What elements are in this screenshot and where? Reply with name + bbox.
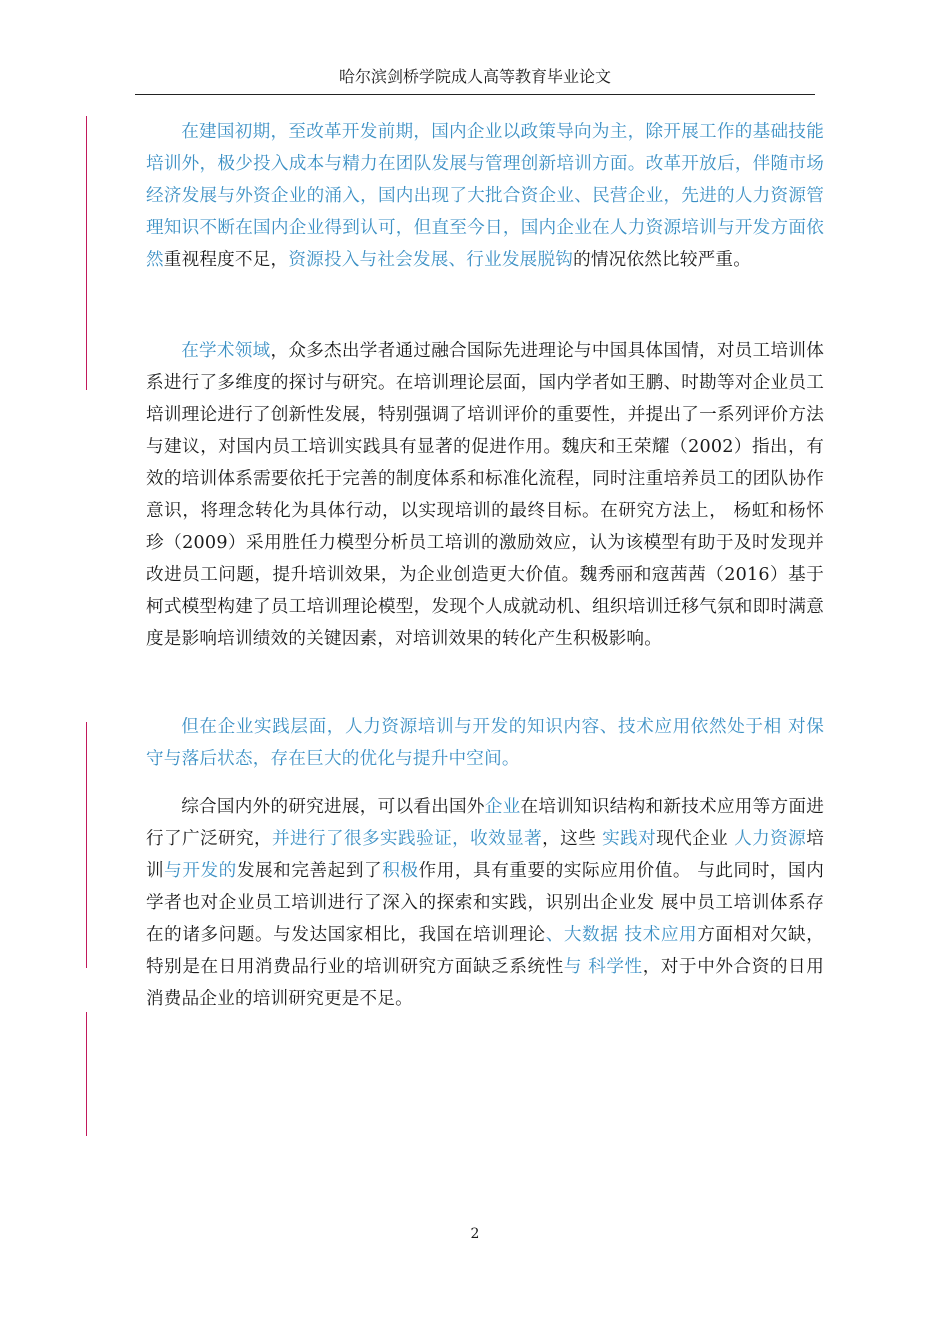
body-paragraph	[146, 335, 824, 655]
text-segment: 作用，具有重要的实际应用价值。 与此同时，国内学者也对企业员工培训进行了深入的探索和实践，识别出企业发 展中员工培训体系存在的诸多问题。与发达国家相比，我国在培训理论	[146, 861, 824, 945]
body-paragraph	[146, 116, 824, 276]
text-segment: 在培训知识结构和新技术应用等方面进行了广泛研究，	[146, 797, 824, 849]
revision-margin-bar	[86, 722, 87, 968]
revised-text-segment: 企业	[484, 797, 521, 817]
body-paragraph	[146, 791, 824, 1015]
revised-text-segment: 并进行了很多实践验证，收效显著	[272, 829, 543, 849]
text-segment: 综合国内外的研究进展，可以看出国外	[181, 797, 485, 817]
revised-text-segment: 与 科学性	[563, 957, 643, 977]
text-segment: 的情况依然比较严重。	[573, 250, 752, 270]
revised-text-segment: 但在企业实践层面，人力资源培训与开发的知识内容、技术应用依然处于相 对保守与落后状态，存在巨大的优化与提升中空间。	[146, 717, 824, 769]
page-header-title: 哈尔滨剑桥学院成人高等教育毕业论文	[338, 67, 611, 86]
revised-text-segment: 与开发的	[164, 861, 237, 881]
revised-text-segment: 实践对	[602, 829, 657, 849]
revised-text-segment: 、大数据 技术应用	[545, 925, 698, 945]
revised-text-segment: 在建国初期，至改革开发前期，国内企业以政策导向为主，除开展工作的基础技能培训外，极少投入成本与精力在团队发展与管理创新培训方面。改革开放后，伴随市场经济发展与外资企业的涌入，国内出现了大批合资企业、民营企业，先进的人力资源管理知识不断在国内企业得到认可，但直至今日，国内企业在人力资源培训与开发方面依然	[146, 122, 824, 270]
revision-margin-bar	[86, 1012, 87, 1136]
text-segment: 重视程度不足，	[163, 250, 289, 270]
text-segment: 现代企业	[656, 829, 735, 849]
revised-text-segment: 人力资源	[734, 829, 807, 849]
text-segment: 培训	[146, 829, 824, 881]
revised-text-segment: 在学术领域	[181, 341, 271, 361]
page-number: 2	[470, 1226, 480, 1242]
text-segment: ，这些	[542, 829, 603, 849]
text-segment: ，对于中外合资的日用消费品企业的培训研究更是不足。	[146, 957, 825, 1009]
body-paragraph	[146, 711, 824, 775]
header-divider	[135, 94, 815, 95]
text-segment: 方面相对欠缺，特别是在日用消费品行业的培训研究方面缺乏系统性	[146, 925, 825, 977]
revision-margin-bar	[86, 116, 87, 390]
text-segment: 发展和完善起到了	[236, 861, 383, 881]
revised-text-segment: 积极	[382, 861, 419, 881]
text-segment: ，众多杰出学者通过融合国际先进理论与中国具体国情，对员工培训体系进行了多维度的探讨与研究。在培训理论层面，国内学者如王鹏、时勘等对企业员工培训理论进行了创新性发展，特别强调了培训评价的重要性，并提出了一系列评价方法与建议，对国内员工培训实践具有显著的促进作用。魏庆和王荣耀（2002）指出，有效的培训体系需要依托于完善的制度体系和标准化流程，同时注重培养员工的团队协作意识，将理念转化为具体行动，以实现培训的最终目标。在研究方法上， 杨虹和杨怀珍（2009）采用胜任力模型分析员工培训的激励效应，认为该模型有助于及时发现并改进员工问题，提升培训效果，为企业创造更大价值。魏秀丽和寇茜茜（2016）基于柯式模型构建了员工培训理论模型，发现个人成就动机、组织培训迁移气氛和即时满意度是影响培训绩效的关键因素，对培训效果的转化产生积极影响。	[146, 341, 824, 649]
revised-text-segment: 资源投入与社会发展、行业发展脱钩	[288, 250, 574, 270]
